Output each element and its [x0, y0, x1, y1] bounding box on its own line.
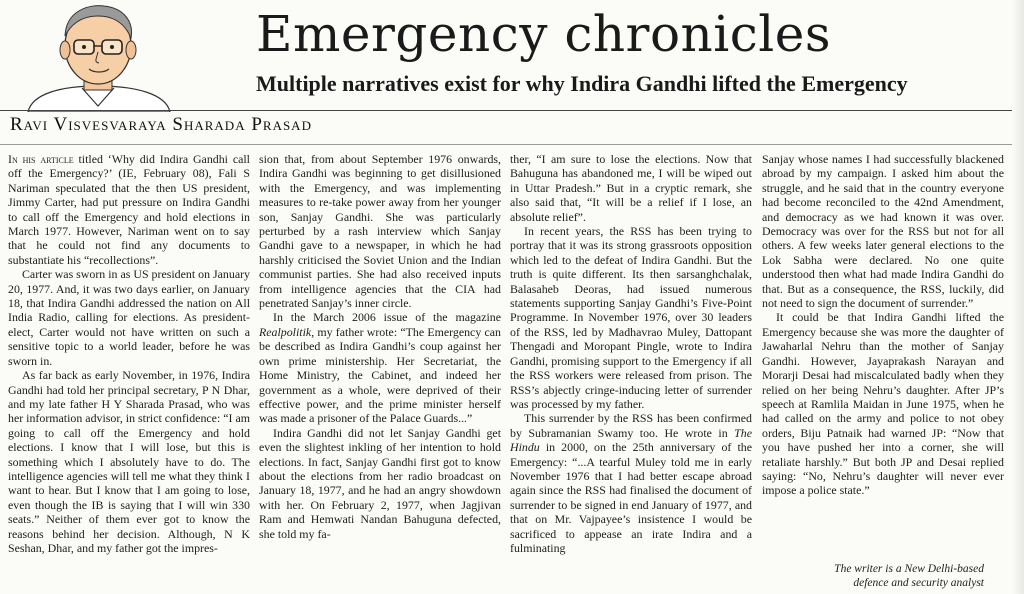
- paragraph: As far back as early November, in 1976, Indira Gandhi had told her principal secretary, P N Dhar, and my late father H Y Sharada Prasad, who was her information advisor, in strict confidence: “I am going to call off the Emergency and hold elections. I know that I will lose, but this is something which I absolutely have to do. The intelligence agencies will tell me what they think I want to hear. But I know that I am going to lose, even though the IB is saying that I will win 330 seats.” Neither of them ever got to know the reasons behind her decision. Although, N K Seshan, Dhar, and my father got the impres-: [8, 368, 250, 555]
- paragraph: Indira Gandhi did not let Sanjay Gandhi get even the slightest inkling of her intention to hold elections. In fact, Sanjay Gandhi first got to know about the elections from her radio broadcast on January 18, 1977, and he had an angry showdown with her. On February 2, 1977, when Jagjivan Ram and Hemwati Nandan Bahuguna defected, she told my fa-: [259, 425, 501, 541]
- byline-divider: [0, 144, 1024, 145]
- paragraph: sion that, from about September 1976 onwards, Indira Gandhi was beginning to get disillusioned with the Emergency, and was implementing measures to re-take power away from her younger son, Sanjay Gandhi. She was particularly perturbed by a rash interview which Sanjay Gandhi gave to a newspaper, in which he had harshly criticised the Soviet Union and the Indian communist parties. She had also received inputs from intelligence agencies that the CIA had penetrated Sanjay’s inner circle.: [259, 152, 501, 311]
- article-column-3: [510, 152, 752, 592]
- paragraph-text: titled ‘Why did Indira Gandhi call off the Emergency?’ (IE, February 08), Fali S Nariman speculated that the then US president, Jimmy Carter, had put pressure on Indira Gandhi to call off the Emergency and hold elections in March 1977. However, Nariman went on to say that he could not find any documents to substantiate his “recollections”.: [8, 152, 250, 267]
- page-edge-shadow: [1012, 0, 1024, 594]
- lead-in: In his article: [8, 152, 74, 166]
- paragraph-text: in 2000, on the 25th anniversary of the Emergency: “...A tearful Muley told me in early November 1976 that I had better escape abroad again since the RSS had finalised the document of surrender to be signed in end January of 1977, and that on Mr. Vajpayee’s insistence I would be sacrificed to appease an irate Indira and a fulminating: [510, 440, 752, 555]
- paragraph-text: In the March 2006 issue of the magazine: [273, 310, 501, 325]
- paragraph: It could be that Indira Gandhi lifted the Emergency because she was more the daughter of Jawaharlal Nehru than the mother of Sanjay Gandhi. However, Jayaprakash Narayan and Morarji Desai had miscalculated badly when they relied on her being Nehru’s daughter. After JP’s speech at Ramlila Maidan in June 1975, when he had called on the army and police to not obey orders, Biju Patnaik had warned JP: “Now that you have pushed her into a corner, she will retaliate harshly.” But both JP and Desai replied saying: “No, Nehru’s daughter will never ever impose a police state.”: [762, 310, 1004, 498]
- paragraph: Sanjay whose names I had successfully blackened abroad by my campaign. I asked him about the struggle, and he said that in the country everyone had become reconciled to the 42nd Amendment, and democracy as we had known it was over. Democracy was over for the RSS but not for all others. A few weeks later general elections to the Lok Sabha were declared. No one quite understood then what had made Indira Gandhi do that. But as a consequence, the RSS, luckily, did not need to sign the document of surrender.”: [762, 152, 1004, 311]
- paragraph: ther, “I am sure to lose the elections. Now that Bahuguna has abandoned me, I will be wiped out in Uttar Pradesh.” But in a cryptic remark, she also said that, “It will be a relief if I lose, an absolute relief”.: [510, 152, 752, 224]
- author-note-line: The writer is a New Delhi-based: [834, 563, 984, 575]
- headline: Emergency chronicles: [256, 5, 831, 63]
- paragraph-text: , my father wrote: “The Emergency can be described as Indira Gandhi’s coup against her own prime ministership. Her Secretariat, the Home Ministry, the Cabinet, and indeed her government as a whole, were deprived of their effective power, and the prime minister herself was made a prisoner of the Palace Guards...”: [259, 324, 501, 426]
- paragraph: Carter was sworn in as US president on January 20, 1977. And, it was two days earlier, on January 18, that Indira Gandhi addressed the nation on All India Radio, calling for elections. As president-elect, Carter would not have written on such a sensitive topic to a world leader, before he was sworn in.: [8, 267, 250, 368]
- paragraph: [510, 411, 752, 555]
- byline: Ravi Visvesvaraya Sharada Prasad: [10, 114, 312, 135]
- paragraph: [8, 152, 250, 267]
- author-note: [790, 562, 984, 590]
- article-column-1: [8, 152, 250, 592]
- header-divider: [0, 110, 1024, 111]
- paragraph: In recent years, the RSS has been trying to portray that it was its strong grassroots opposition which led to the defeat of Indira Gandhi. But the truth is quite different. Its then sarsanghchalak, Balasaheb Deoras, had issued numerous statements supporting Sanjay Gandhi’s Five-Point Programme. In November 1976, over 30 leaders of the RSS, led by Madhavrao Muley, Dattopant Thengadi and Moropant Pingle, wrote to Indira Gandhi, promising support to the Emergency if all the RSS workers were released from prison. The RSS’s abjectly cringe-inducing letter of surrender was processed by my father.: [510, 224, 752, 411]
- subheadline: Multiple narratives exist for why Indira Gandhi lifted the Emergency: [256, 71, 908, 96]
- author-caricature: [20, 2, 175, 112]
- author-note-line: defence and security analyst: [853, 577, 984, 589]
- magazine-title: Realpolitik: [259, 324, 312, 339]
- article-column-4: [762, 152, 1004, 554]
- newspaper-title: The Hindu: [510, 425, 752, 455]
- article-column-2: [259, 152, 501, 592]
- author-caricature-illustration: [20, 2, 175, 112]
- paragraph: [259, 310, 501, 425]
- paragraph-text: This surrender by the RSS has been confirmed by Subramanian Swamy too. He wrote in: [510, 411, 752, 440]
